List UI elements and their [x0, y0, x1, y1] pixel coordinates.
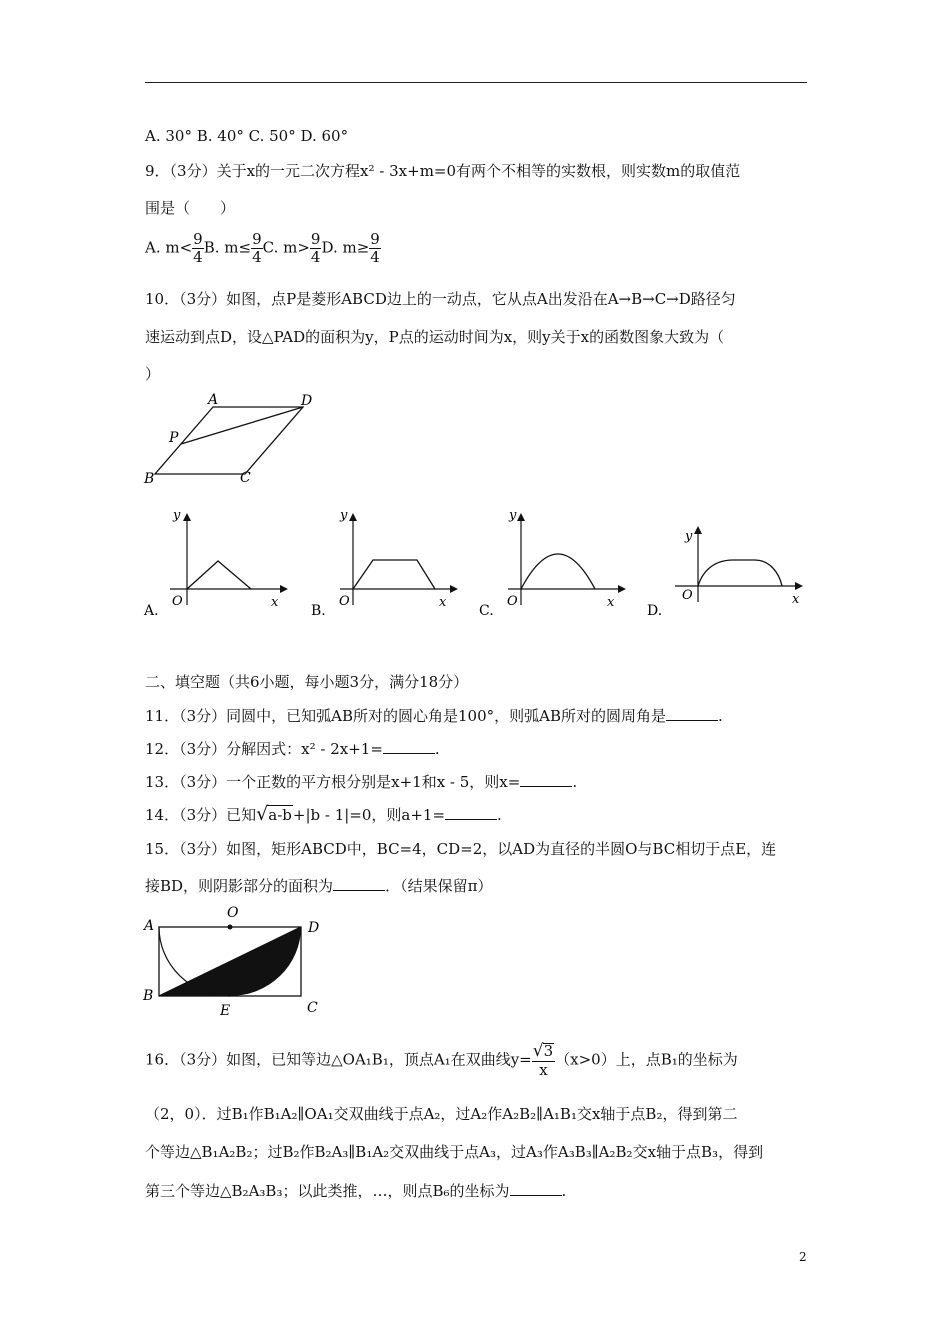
- label-a: A: [208, 392, 219, 408]
- period: .: [434, 740, 440, 758]
- q12: [145, 738, 440, 759]
- q14-post: +|b - 1|=0，则a+1=: [292, 806, 446, 824]
- option-label-c: C.: [479, 603, 494, 619]
- fraction-9-4: $\frac{9}{4}$: [193, 230, 203, 266]
- y-axis-label: y: [340, 508, 348, 523]
- fraction-numerator: √3: [532, 1041, 554, 1061]
- label-d: D: [308, 920, 320, 936]
- y-axis-label: y: [685, 529, 693, 544]
- q15-line2-pre: 接BD，则阴影部分的面积为: [145, 877, 334, 895]
- graph-option-c: [478, 505, 628, 625]
- graph-c-curve: [521, 554, 595, 589]
- center-point-o: [228, 925, 233, 930]
- label-a: A: [144, 918, 155, 934]
- q13: [145, 771, 577, 792]
- period: .: [717, 707, 723, 725]
- origin-label: O: [682, 588, 693, 603]
- y-axis-label: y: [173, 508, 181, 523]
- fraction-9-4: $\frac{9}{4}$: [252, 230, 262, 266]
- page-number: 2: [799, 1250, 807, 1264]
- q10-line2: 速运动到点D，设△PAD的面积为y，P点的运动时间为x，则y关于x的函数图象大致为（: [145, 328, 725, 346]
- label-c: C: [240, 470, 251, 486]
- q16-line4: [145, 1180, 566, 1201]
- q16-line1: [145, 1043, 738, 1078]
- option-label-d: D.: [647, 603, 663, 619]
- q10-line3: ）: [145, 365, 161, 383]
- fraction-9-4: $\frac{9}{4}$: [370, 230, 380, 266]
- q10-line1: 10．（3分）如图，点P是菱形ABCD边上的一动点，它从点A出发沿在A→B→C→D路径匀: [145, 290, 736, 308]
- segment-pd: [181, 407, 303, 444]
- q14: [145, 803, 502, 825]
- label-c: C: [307, 1000, 318, 1016]
- period: .: [572, 773, 578, 791]
- answer-blank: [333, 889, 385, 891]
- graph-option-a: [140, 505, 290, 625]
- graph-option-d: [645, 520, 810, 620]
- origin-label: O: [172, 594, 183, 609]
- q14-pre: 14．（3分）已知: [145, 806, 257, 824]
- label-b: B: [143, 988, 154, 1004]
- section2-title: 二、填空题（共6小题，每小题3分，满分18分）: [145, 673, 469, 691]
- answer-blank: [510, 1194, 562, 1196]
- sqrt-expression: √a-b: [256, 803, 292, 825]
- q13-text: 13．（3分）一个正数的平方根分别是x+1和x - 5，则x=: [145, 773, 521, 791]
- answer-blank: [445, 818, 497, 820]
- option-label-a: A.: [144, 603, 159, 619]
- origin-label: O: [339, 594, 350, 609]
- q12-text: 12．（3分）分解因式：x² - 2x+1=: [145, 740, 383, 758]
- answer-blank: [520, 785, 572, 787]
- y-axis-label: y: [509, 508, 517, 523]
- q9-line1: 9．（3分）关于x的一元二次方程x² - 3x+m=0有两个不相等的实数根，则实数m的取值范: [145, 162, 741, 180]
- graph-option-b: [310, 505, 460, 625]
- graph-b-curve: [353, 560, 435, 589]
- period: .: [561, 1182, 567, 1200]
- graph-d-curve: [698, 560, 782, 586]
- label-d: D: [301, 393, 313, 409]
- q8-options: A. 30° B. 40° C. 50° D. 60°: [145, 127, 349, 145]
- radicand: a-b: [268, 806, 292, 824]
- q16-line1-pre: 16．（3分）如图，已知等边△OA₁B₁，顶点A₁在双曲线y=: [145, 1050, 532, 1069]
- rectangle-semicircle-figure: [140, 902, 330, 1020]
- answer-blank: [666, 719, 718, 721]
- fraction-denominator: x: [539, 1061, 548, 1079]
- q9-line2: 围是（ ）: [145, 199, 236, 217]
- q9-option-a: A. m<: [145, 238, 193, 257]
- q15-line1: 15．（3分）如图，矩形ABCD中，BC=4，CD=2，以AD为直径的半圆O与BC相切于点E，连: [145, 840, 777, 858]
- q16-line1-post: （x>0）上，点B₁的坐标为: [555, 1050, 738, 1069]
- q16-line2: （2，0）．过B₁作B₁A₂∥OA₁交双曲线于点A₂，过A₂作A₂B₂∥A₁B₁交x轴于点B₂，得到第二: [145, 1105, 738, 1123]
- header-rule: [145, 82, 807, 83]
- x-axis-label: x: [439, 595, 447, 610]
- q15-line2: [145, 875, 492, 896]
- q11-text: 11．（3分）同圆中，已知弧AB所对的圆心角是100°，则弧AB所对的圆周角是: [145, 707, 666, 725]
- q9-option-d: D. m≥: [321, 238, 370, 257]
- fraction-sqrt3-x: [532, 1043, 555, 1078]
- q9-option-c: C. m>: [262, 238, 310, 257]
- label-b: B: [144, 471, 155, 487]
- label-p: P: [169, 430, 179, 446]
- fraction-9-4: $\frac{9}{4}$: [310, 230, 321, 266]
- q9-options: [145, 232, 381, 265]
- option-label-b: B.: [311, 603, 326, 619]
- rhombus-figure: [140, 390, 325, 490]
- q11: [145, 705, 723, 726]
- period: .: [497, 806, 502, 824]
- q16-line3: 个等边△B₁A₂B₂；过B₂作B₂A₃∥B₁A₂交双曲线于点A₃，过A₃作A₃B₃∥A₂B₂交x轴于点B₃，得到: [145, 1143, 764, 1161]
- label-e: E: [220, 1003, 231, 1019]
- answer-blank: [383, 752, 435, 754]
- x-axis-label: x: [792, 592, 800, 607]
- q9-option-b: B. m≤: [203, 238, 252, 257]
- x-axis-label: x: [607, 595, 615, 610]
- label-o: O: [227, 905, 239, 921]
- origin-label: O: [507, 594, 518, 609]
- graph-a-curve: [187, 561, 251, 589]
- q16-line4-text: 第三个等边△B₂A₃B₃；以此类推，…，则点B₆的坐标为: [145, 1182, 510, 1200]
- x-axis-label: x: [271, 595, 279, 610]
- q15-line2-post: ．（结果保留π）: [385, 877, 493, 895]
